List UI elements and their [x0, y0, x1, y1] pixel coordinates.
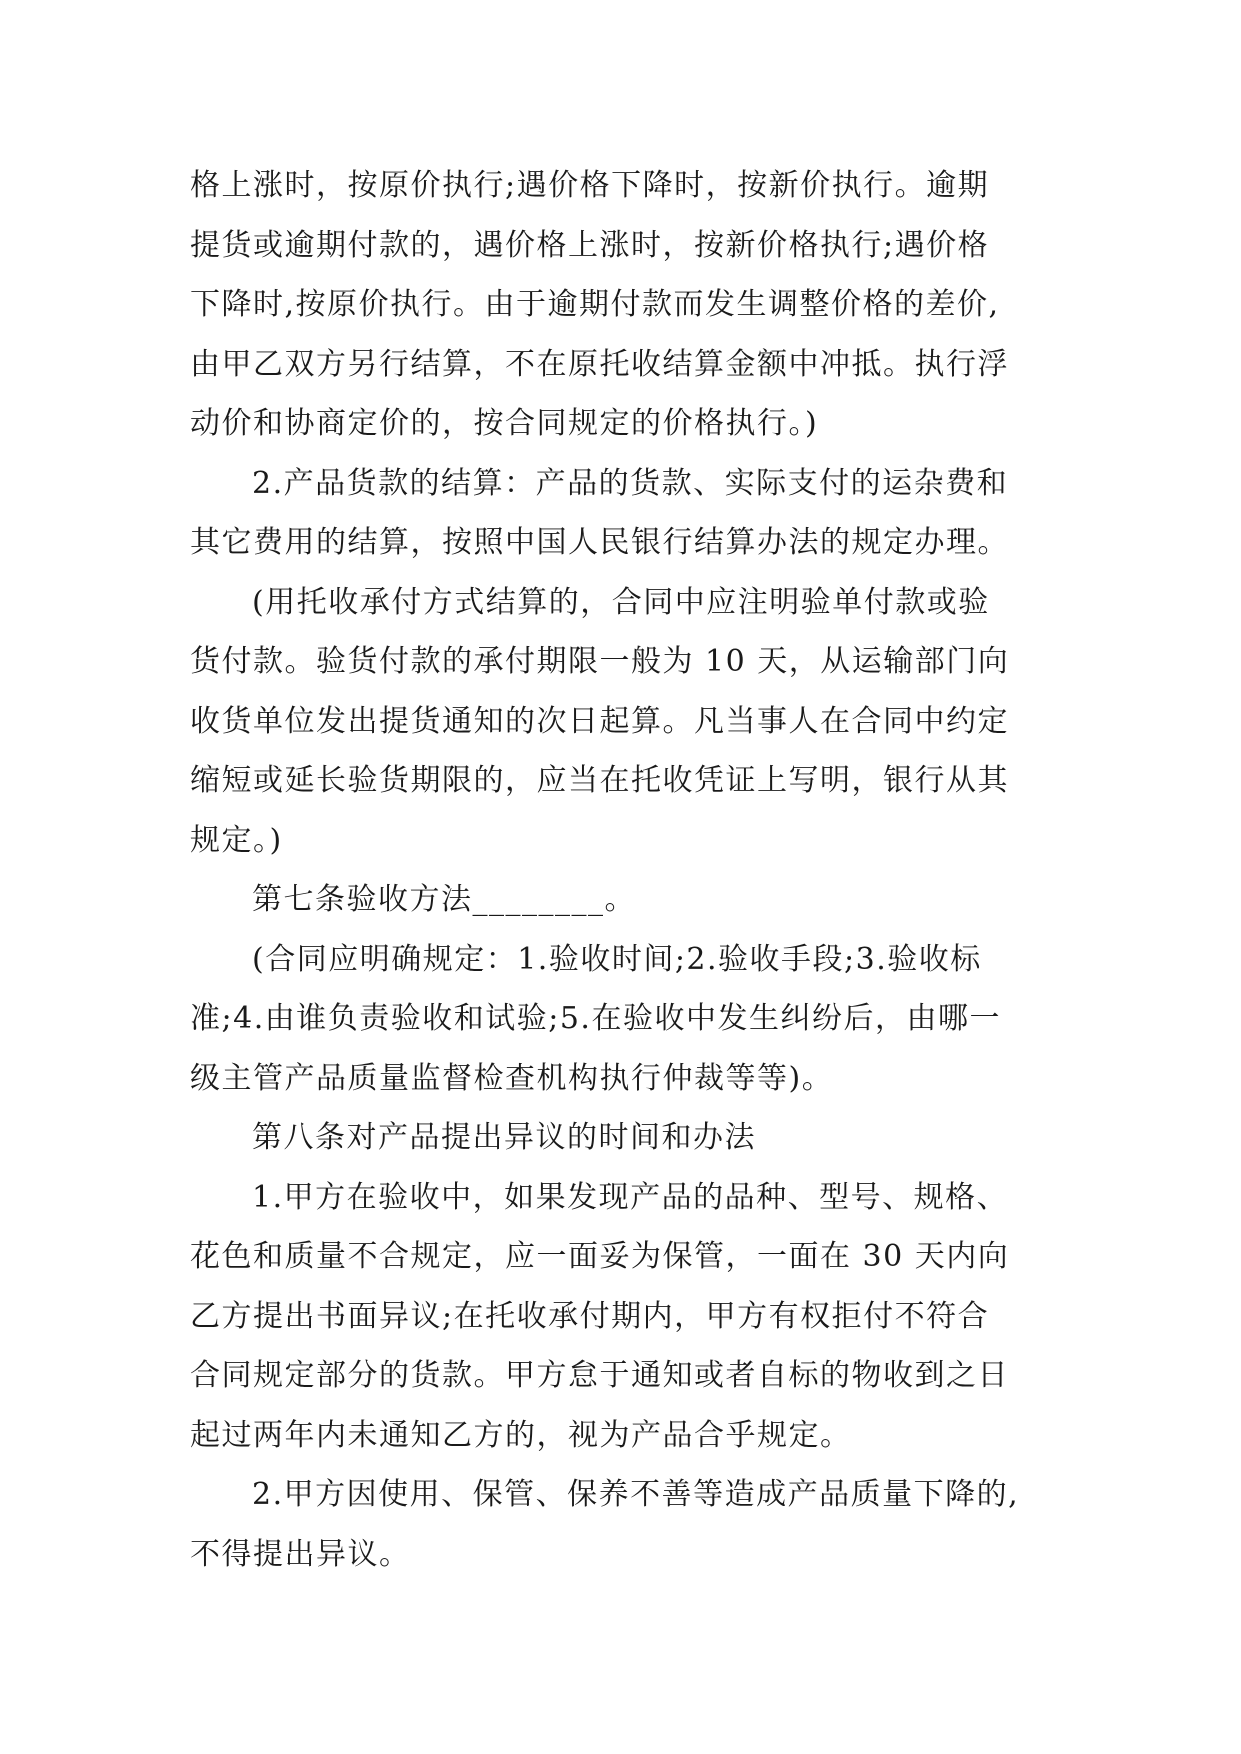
text-line: 起过两年内未通知乙方的，视为产品合乎规定。 — [190, 1417, 852, 1453]
text-line: 乙方提出书面异议;在托收承付期内，甲方有权拒付不符合 — [190, 1298, 990, 1334]
text-line: 格上涨时，按原价执行;遇价格下降时，按新价执行。逾期 — [190, 168, 990, 203]
text-line: 下降时,按原价执行。由于逾期付款而发生调整价格的差价, — [190, 287, 1000, 322]
text-line: 货付款。验货付款的承付期限一般为 10 天，从运输部门向 — [190, 644, 1010, 679]
text-line: 缩短或延长验货期限的，应当在托收凭证上写明，银行从其 — [190, 763, 1009, 798]
text-line: 级主管产品质量监督检查机构执行仲裁等等)。 — [190, 1060, 834, 1096]
text-line: 2.产品货款的结算：产品的货款、实际支付的运杂费和 — [252, 465, 1009, 501]
section-heading: 第八条对产品提出异议的时间和办法 — [252, 1120, 756, 1155]
text-line: 准;4.由谁负责验收和试验;5.在验收中发生纠纷后，由哪一 — [190, 1001, 1001, 1036]
text-line: 合同规定部分的货款。甲方怠于通知或者自标的物收到之日 — [190, 1358, 1009, 1393]
text-line: 收货单位发出提货通知的次日起算。凡当事人在合同中约定 — [190, 703, 1009, 739]
text-line: 花色和质量不合规定，应一面妥为保管，一面在 30 天内向 — [190, 1239, 1010, 1274]
text-line: 1.甲方在验收中，如果发现产品的品种、型号、规格、 — [252, 1179, 1009, 1215]
text-line: 2.甲方因使用、保管、保养不善等造成产品质量下降的, — [252, 1477, 1020, 1512]
text-line: (合同应明确规定：1.验收时间;2.验收手段;3.验收标 — [252, 941, 982, 977]
section-heading: 第七条验收方法________。 — [252, 882, 636, 917]
text-line: 规定。) — [190, 822, 283, 858]
document-body — [190, 156, 1070, 1584]
text-line: 提货或逾期付款的，遇价格上涨时，按新价格执行;遇价格 — [190, 227, 990, 263]
text-line: 其它费用的结算，按照中国人民银行结算办法的规定办理。 — [190, 525, 1009, 560]
text-line: 由甲乙双方另行结算，不在原托收结算金额中冲抵。执行浮 — [190, 346, 1009, 382]
text-line: 动价和协商定价的，按合同规定的价格执行。) — [190, 406, 819, 441]
text-line: 不得提出异议。 — [190, 1536, 411, 1572]
text-line: (用托收承付方式结算的，合同中应注明验单付款或验 — [252, 584, 990, 620]
